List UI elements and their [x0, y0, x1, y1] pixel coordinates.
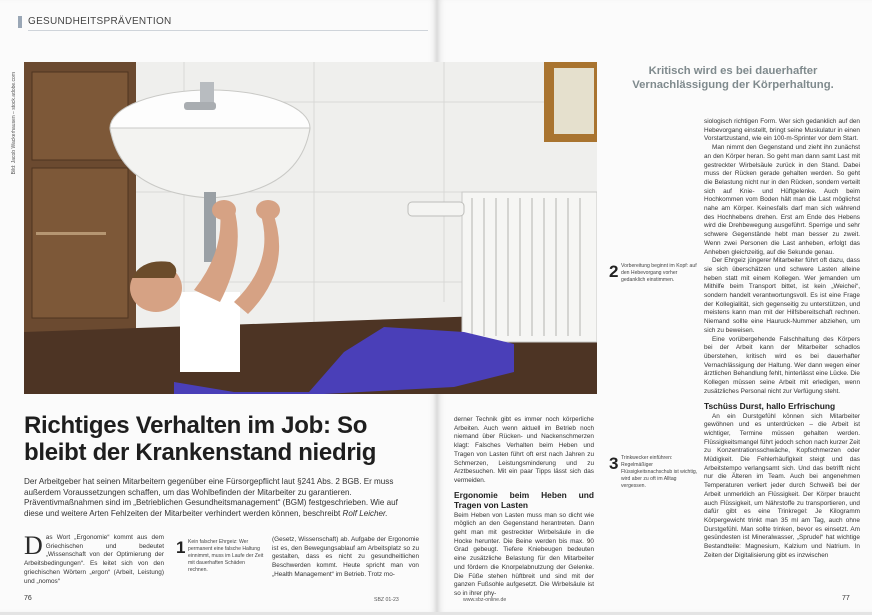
caption-note-3 — [609, 454, 699, 494]
body-column-4-p5: An ein Durstgefühl können sich Mitarbeiter gewöhnen und es unterdrücken – die Arbeit ist wichtiger, Termine müssen gehalten werden. Flüssigkeitsmangel führt jedoch schon nach kurzer Zeit zu Konzentrationsschwäche, Kopfschmerzen oder Müdigkeit. Die Fehlerhäufigkeit steigt und das Arbeitstempo verlangsamt sich. Und das betrifft nicht nur die Älteren im Team. Auch bei angenehmen Temperaturen verliert jeder durch Schweiß bei der Arbeit unmerklich an Flüssigkeit. Der Körper braucht auch Flüssigkeit, um Nährstoffe zu transportieren, und dafür gibt es eine Trinkregel: Je Kilogramm Körpergewicht trinkt man 35 ml am Tag, auch ohne Durstgefühl. Man sollte trinken, bevor es einsetzt. Am gesündesten ist Mineralwasser, „Sprudel“ hat wichtige Bestandteile: Magnesium, Kalzium und Natrium. In Zeiten der Digitalisierung gibt es inzwischen — [704, 412, 860, 559]
body-column-4 — [704, 118, 860, 560]
caption-text: Trinkwecker einführen: Regelmäßiger Flüssigkeitsnachschub ist wichtig, wird aber zu oft im Alltag vergessen. — [621, 455, 698, 489]
page-number-left: 76 — [24, 595, 32, 602]
website-label: www.sbz-online.de — [463, 597, 507, 603]
body-column-4-p2: Man nimmt den Gegenstand und zieht ihn zunächst an den Körper heran. So geht man dann samt Last mit gestreckter Wirbelsäule zurück in den Stand. Dabei muss der Rücken gerade gehalten werden. So geht die Belastung nicht nur in den Rücken, sondern verteilt sich auf Knie- und Hüftgelenke. Auch beim Hochkommen vom Boden hält man die Last möglichst nahe am Körper. Keinesfalls darf man sich während des Hochhebens drehen. Erst am Ende des Hebens wird die Drehbewegung ausgeführt. Sperrige und sehr schwere Gegenstände hebt man besser zu zweit. Wenn zwei Personen die Last anheben, erfolgt das Anheben gleichzeitig, auf die Sekunde genau. — [704, 144, 860, 256]
photo-credit: Bild: Jacob Wackerhausen – stock.adobe.com — [11, 72, 17, 175]
body-column-2-text: (Gesetz, Wissenschaft) ab. Aufgabe der Ergonomie ist es, den Bewegungsablauf am Arbeitsplatz so zu gestalten, dass es nicht zu gesundheitlichen Beschwerden kommt. Heute spricht man von „Health Management“ im Betrieb. Trotz mo- — [272, 536, 419, 578]
dropcap: D — [24, 531, 43, 560]
body-column-3 — [454, 416, 594, 599]
caption-number: 3 — [609, 454, 619, 473]
page-number-right: 77 — [842, 595, 850, 602]
intro-paragraph — [24, 477, 419, 519]
issue-label: SBZ 01-23 — [374, 597, 399, 603]
body-column-1-text: as Wort „Ergonomie“ kommt aus dem Griechischen und bedeutet „Wissenschaft von der Optimierung der Arbeitsbedingungen“. Es leitet sich von den griechischen Wörtern „ergon“ (Arbeit, Leistung) und „nomos“ — [24, 534, 164, 585]
body-column-3-text-b: Beim Heben von Lasten muss man so dicht wie möglich an den Gegenstand herantreten. Dann geht man mit gestreckter Wirbelsäule in die Hocke herunter. Die Beine werden bis max. 90 Grad gebeugt. Tiefere Kniebeugen bedeuten eine zusätzliche Belastung für den Mitarbeiter und fördern die Knorpelabnutzung der Gelenke. Die Füße stehen hüftbreit und sind mit der ganzen Fußsohle aufgesetzt. Die Wirbelsäule ist so in ihrer phy- — [454, 511, 594, 597]
body-column-2 — [272, 536, 419, 580]
body-column-4-p3: Der Ehrgeiz jüngerer Mitarbeiter führt oft dazu, dass sie sich überschätzen und schwere Lasten alleine heben statt mit einem Kollegen. Wer jemanden um Mithilfe beim Transport bittet, ist kein „Weichei“, sondern handelt verantwortungsvoll. Es ist eine Frage der Kollegialität, sich gegenseitig zu unterstützen, und meistens kann man mit der Hilfsbereitschaft rechnen. Niemand sollte eine Hauruck-Nummer abziehen, um sich zu beweisen. — [704, 257, 860, 334]
headline: Richtiges Verhalten im Job: So bleibt der Krankenstand niedrig — [24, 412, 377, 466]
body-column-3-text-a: derner Technik gibt es immer noch körperliche Arbeiten. Auch wenn aktuell im Betrieb noch niemand über Rücken- und Nackenschmerzen klagt: Falsches Verhalten beim Heben und Tragen von Lasten führt oft erst nach Jahren zu Schmerzen, Leistungsminderung und zu Arztbesuchen. Mit ein paar Tipps lässt sich das vermeiden. — [454, 416, 594, 484]
pull-quote: Kritisch wird es bei dauerhafter Vernachlässigung der Körperhaltung. — [632, 65, 834, 91]
subheading-thirst: Tschüss Durst, hallo Erfrischung — [704, 400, 836, 411]
body-column-4-p4: Eine vorübergehende Falschhaltung des Körpers bei der Arbeit kann der Mitarbeiter schadlos überstehen, kritisch wird es bei dauerhafter Vernachlässigung der Haltung. Wer dann wegen einer ärztlichen Behandlung fehlt, hinterlässt eine Lücke. Die Kollegen müssen seine Arbeit mit erledigen, wenn zusätzliches Personal nicht zur Verfügung steht. — [704, 335, 860, 395]
section-header — [18, 14, 418, 30]
body-column-1 — [24, 531, 164, 586]
caption-note-2 — [609, 262, 699, 302]
intro-author: Rolf Leicher. — [342, 508, 388, 518]
body-column-4-p1: siologisch richtigen Form. Wer sich gedanklich auf den Hebevorgang einstellt, bringt seine Muskulatur in einen Vorstartzustand, wie ein 100-m-Sprinter vor dem Start. — [704, 118, 860, 143]
plumber-under-sink-illustration — [24, 62, 597, 394]
section-marker — [18, 16, 22, 28]
caption-text: Vorbereitung beginnt im Kopf: auf den Hebevorgang vorher gedanklich einstimmen. — [621, 263, 697, 283]
caption-note-1 — [176, 538, 264, 588]
article-photo — [24, 62, 597, 394]
subheading-lifting: Ergonomie beim Heben und Tragen von Lasten — [454, 489, 594, 510]
caption-text: Kein falscher Ehrgeiz: Wer permanent eine falsche Haltung einnimmt, muss im Laufe der Zeit mit dauerhaften Schäden rechnen. — [188, 539, 264, 573]
intro-text: Der Arbeitgeber hat seinen Mitarbeitern gegenüber eine Fürsorgepflicht laut §241 Abs. 2 BGB. Er muss außerdem Voraussetzungen schaffen, um das Wohlbefinden der Mitarbeiter zu garantieren. Präventivmaßnahmen sind im „Betrieblichen Gesundheitsmanagement“ (BGM) festgeschrieben. Wie auf diese und weitere Arten Fehlzeiten der Mitarbeiter verhindert werden können, beschreibt — [24, 477, 398, 518]
caption-number: 1 — [176, 538, 186, 557]
section-title: GESUNDHEITSPRÄVENTION — [28, 16, 172, 27]
caption-number: 2 — [609, 262, 619, 281]
section-rule — [28, 30, 428, 31]
